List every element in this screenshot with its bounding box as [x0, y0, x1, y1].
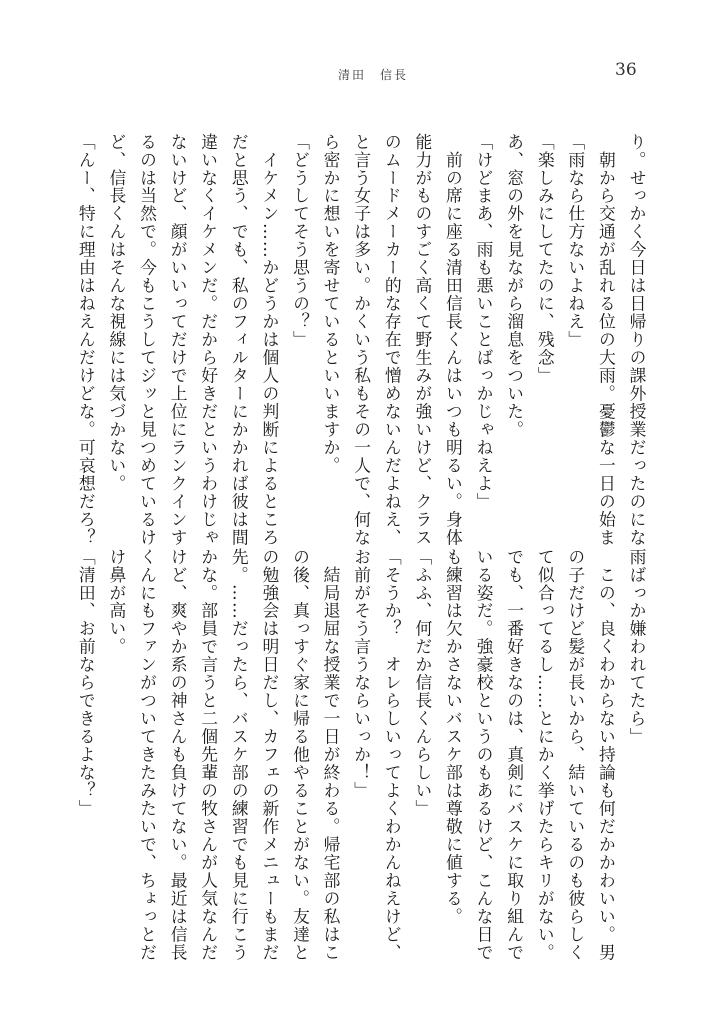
text-line: 「楽しみにしてたのに、残念」 [535, 133, 556, 385]
lower-text-block [76, 548, 652, 962]
text-line: 結局退屈な授業で一日が終わる。帰宅部の私はこ [321, 548, 342, 962]
text-line: くんにもファンがついてきたみたいで、ちょっとだ [137, 548, 158, 962]
text-line: の後、真っすぐ家に帰る他やることがない。友達と [290, 548, 311, 962]
text-line: 能力がものすごく高くて野生みが強いけど、クラス [412, 133, 433, 547]
text-line: け鼻が高い。 [106, 548, 127, 656]
text-line: も練習は欠かさないバスケ部は尊敬に値する。 [443, 548, 464, 926]
text-line: て似合ってるし……とにかく挙げたらキリがない。 [535, 548, 556, 962]
text-line: のムードメーカー的な存在で憎めないんだよねえ、 [382, 133, 403, 547]
text-line: の子だけど髪が長いから、結いているのも彼らしく [565, 548, 586, 962]
text-line: ないけど、顔がいいってだけで上位にランクインす [168, 133, 189, 547]
page-number: 36 [615, 60, 637, 80]
text-line: いる姿だ。強豪校というのもあるけど、こんな日で [474, 548, 495, 962]
text-line: 先。……だったら、バスケ部の練習でも見に行こう [229, 548, 250, 962]
text-line: 雨ばっか嫌われてたら」 [627, 548, 647, 746]
upper-text-block [76, 133, 652, 547]
running-title: 清田 信長 [338, 68, 409, 82]
text-line: だと思う、でも、私のフィルターにかかれば彼は間 [229, 133, 250, 547]
text-line: かな。部員で言うと二個先輩の牧さんが人気なんだ [198, 548, 219, 962]
text-line: 「雨なら仕方ないよねえ」 [565, 133, 586, 349]
text-line: でも、一番好きなのは、真剣にバスケに取り組んで [504, 548, 525, 962]
text-line: 「そうか？ オレらしいってよくわかんねえけど、 [382, 548, 403, 962]
text-line: けど、爽やか系の神さんも負けてない。最近は信長 [168, 548, 189, 962]
text-line: るのは当然で。今もこうしてジッと見つめているけ [137, 133, 158, 547]
text-line: の勉強会は明日だし、カフェの新作メニューもまだ [259, 548, 280, 962]
text-line: 「どうしてそう思うの？」 [290, 133, 311, 349]
text-line: 「んー、特に理由はねえんだけどな。可哀想だろ？ [76, 133, 97, 547]
text-line: イケメン……かどうかは個人の判断によるところ [259, 133, 280, 547]
text-line: と言う女子は多い。かくいう私もその一人で、何な [351, 133, 372, 547]
text-line: 「けどまあ、雨も悪いことばっかじゃねえよ」 [474, 133, 495, 511]
text-line: 朝から交通が乱れる位の大雨。憂鬱な一日の始ま [596, 133, 617, 547]
text-line: お前がそう言うならいっか！」 [351, 548, 372, 800]
text-line: 「清田、お前ならできるよな？」 [76, 548, 97, 818]
text-line: ど、信長くんはそんな視線には気づかない。 [106, 133, 127, 493]
text-line: この、良くわからない持論も何だかかわいい。男 [596, 548, 617, 962]
text-line: 前の席に座る清田信長くんはいつも明るい。身体 [443, 133, 464, 547]
text-line: 「ふふ、何だか信長くんらしい」 [412, 548, 433, 818]
text-line: 違いなくイケメンだ。だから好きだというわけじゃ [198, 133, 219, 547]
text-line: あ、窓の外を見ながら溜息をついた。 [504, 133, 525, 439]
text-line: り。せっかく今日は日帰りの課外授業だったのにな [627, 133, 647, 547]
text-line: ら密かに想いを寄せているといいますか。 [321, 133, 342, 475]
